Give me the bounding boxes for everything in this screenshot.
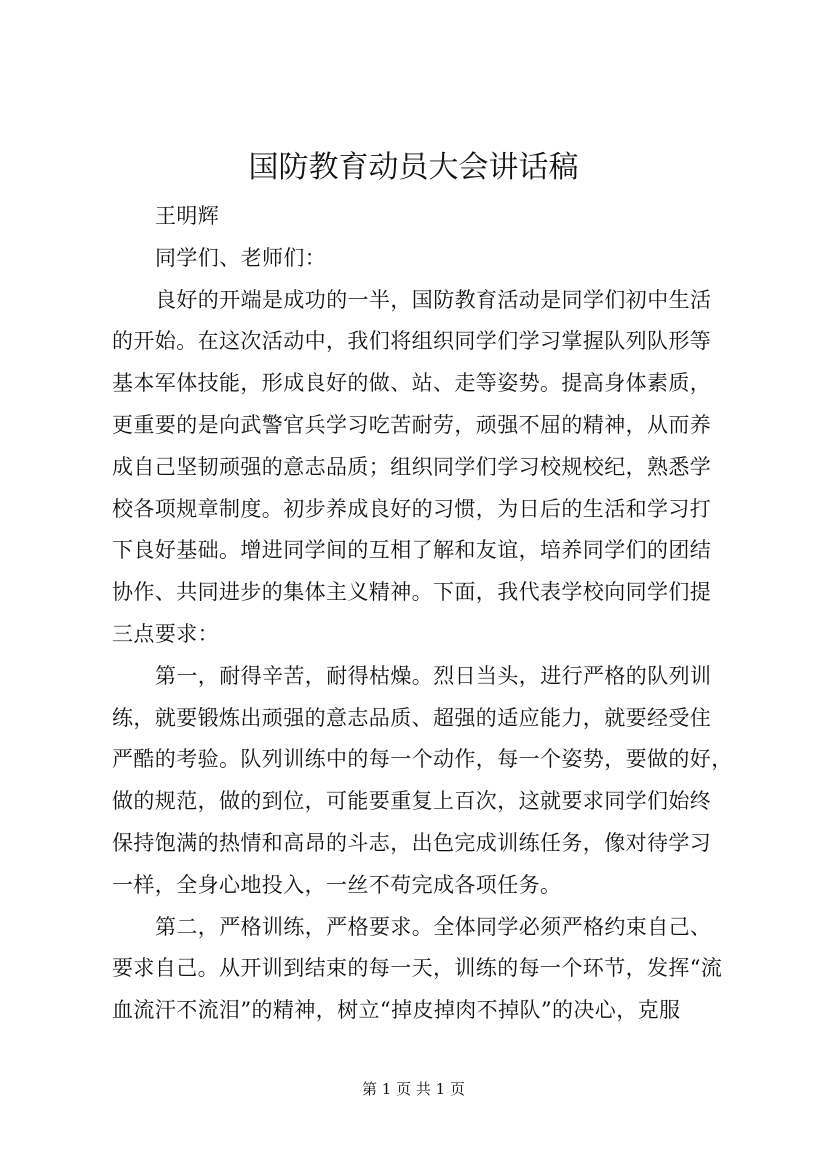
paragraph-line: 校各项规章制度。初步养成良好的习惯，为日后的生活和学习打 — [112, 496, 712, 521]
salutation-line: 同学们、老师们： — [155, 245, 327, 270]
paragraph-line: 一样，全身心地投入，一丝不苟完成各项任务。 — [112, 872, 562, 897]
document-title: 国防教育动员大会讲话稿 — [248, 150, 579, 185]
paragraph-line: 成自己坚韧顽强的意志品质；组织同学们学习校规校纪，熟悉学 — [112, 454, 712, 479]
author-line: 王明辉 — [155, 204, 220, 228]
document-body — [112, 196, 733, 1032]
paragraph-line: 做的规范，做的到位，可能要重复上百次，这就要求同学们始终 — [112, 789, 712, 814]
paragraph-line: 保持饱满的热情和高昂的斗志，出色完成训练任务，像对待学习 — [112, 830, 712, 855]
page-number-footer: 第 1 页 共 1 页 — [362, 1080, 465, 1098]
paragraph-line: 良好的开端是成功的一半，国防教育活动是同学们初中生活 — [155, 287, 712, 312]
paragraph-line: 血流汗不流泪”的精神，树立“掉皮掉肉不掉队”的决心，克服 — [112, 998, 681, 1023]
paragraph-line: 更重要的是向武警官兵学习吃苦耐劳，顽强不屈的精神，从而养 — [112, 412, 712, 437]
paragraph-line: 练，就要锻炼出顽强的意志品质、超强的适应能力，就要经受住 — [112, 705, 712, 730]
paragraph-line: 要求自己。从开训到结束的每一天，训练的每一个环节，发挥“流 — [112, 956, 723, 981]
paragraph-line: 的开始。在这次活动中，我们将组织同学们学习掌握队列队形等 — [112, 329, 712, 354]
paragraph-3 — [112, 907, 724, 1032]
paragraph-line: 三点要求： — [112, 621, 219, 646]
paragraph-line: 第二，严格训练，严格要求。全体同学必须严格约束自己、 — [155, 914, 712, 939]
paragraph-2 — [112, 656, 733, 907]
paragraph-line: 第一，耐得辛苦，耐得枯燥。烈日当头，进行严格的队列训 — [155, 663, 712, 688]
paragraph-1 — [112, 280, 724, 656]
paragraph-line: 协作、共同进步的集体主义精神。下面，我代表学校向同学们提 — [112, 580, 712, 605]
paragraph-line: 基本军体技能，形成良好的做、站、走等姿势。提高身体素质， — [112, 371, 712, 396]
paragraph-line: 下良好基础。增进同学间的互相了解和友谊，培养同学们的团结 — [112, 538, 712, 563]
paragraph-line: 严酷的考验。队列训练中的每一个动作，每一个姿势，要做的好， — [112, 747, 733, 772]
